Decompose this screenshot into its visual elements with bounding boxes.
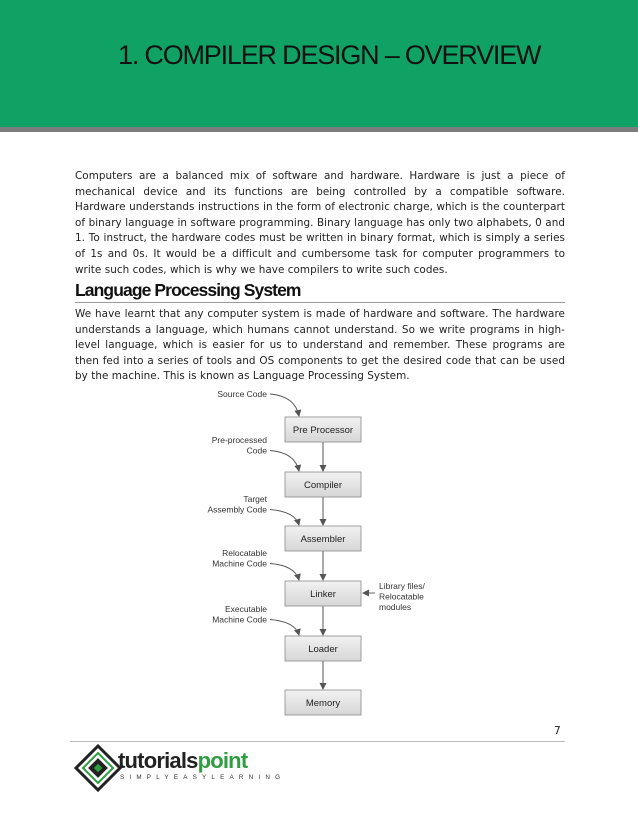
stage-label: Assembler [300,534,346,545]
section-heading: Language Processing System [75,280,301,300]
stage-label: Memory [305,698,341,709]
stage-label: Loader [308,644,338,655]
input-arrow [270,451,299,472]
input-label-line: Assembly Code [207,504,267,515]
input-label-line: Relocatable [222,548,267,558]
input-arrow [270,394,299,416]
language-processing-diagram [195,385,435,718]
footer-divider [70,741,565,742]
logo-wordmark [118,748,247,774]
section-divider [75,302,565,303]
input-label [207,494,267,515]
logo-word-main: tutorials [118,748,198,773]
input-arrow [270,510,299,526]
section-paragraph: We have learnt that any computer system is made of hardware and software. The hardware understands a language, which humans cannot understand. So we write programs in high-level language, which is easier for us to understand and remember. These programs are then fed into a series of tools and OS components to get the desired code that can be used by the machine. This is known as Language Processing System. [75,308,565,383]
input-label-line: Pre-processed [211,435,267,445]
tutorialspoint-logo [74,744,286,792]
intro-paragraph: Computers are a balanced mix of software and hardware. Hardware is just a piece of mechanical device and its functions are being controlled by a compatible software. Hardware understands instructions in the form of electronic charge, which is the counterpart of binary language in software programming. Binary language has only two alphabets, 0 and 1. To instruct, the hardware codes must be written in binary format, which is simply a series of 1s and 0s. It would be a difficult and cumbersome task for computer programmers to write such codes, which is why we have compilers to write such codes. [75,170,565,276]
input-arrow [270,620,299,636]
side-input-label-line: modules [379,602,412,612]
input-label-line: Source Code [217,389,267,399]
input-label-line: Machine Code [212,558,267,569]
logo-tagline: SIMPLYEASYLEARNING [120,774,286,781]
side-input-label-line: Relocatable [379,591,424,602]
input-label [217,389,267,399]
chapter-banner [0,0,638,132]
input-label-line: Target [243,494,267,504]
input-label [212,604,267,625]
input-label-line: Code [246,445,267,456]
chapter-title: 1. COMPILER DESIGN – OVERVIEW [118,40,541,70]
input-label [212,435,268,456]
input-label [212,548,267,569]
input-label-line: Machine Code [212,614,267,625]
input-label-line: Executable [224,604,267,614]
stage-label: Compiler [303,480,343,491]
stage-label: Pre Processor [292,425,354,436]
stage-label: Linker [310,589,336,600]
page-number: 7 [554,725,561,737]
side-input-label [379,581,425,612]
logo-word-accent: point [197,748,248,773]
logo-emblem-icon [74,744,122,792]
input-arrow [270,564,299,581]
side-input-label-line: Library files/ [379,581,425,591]
